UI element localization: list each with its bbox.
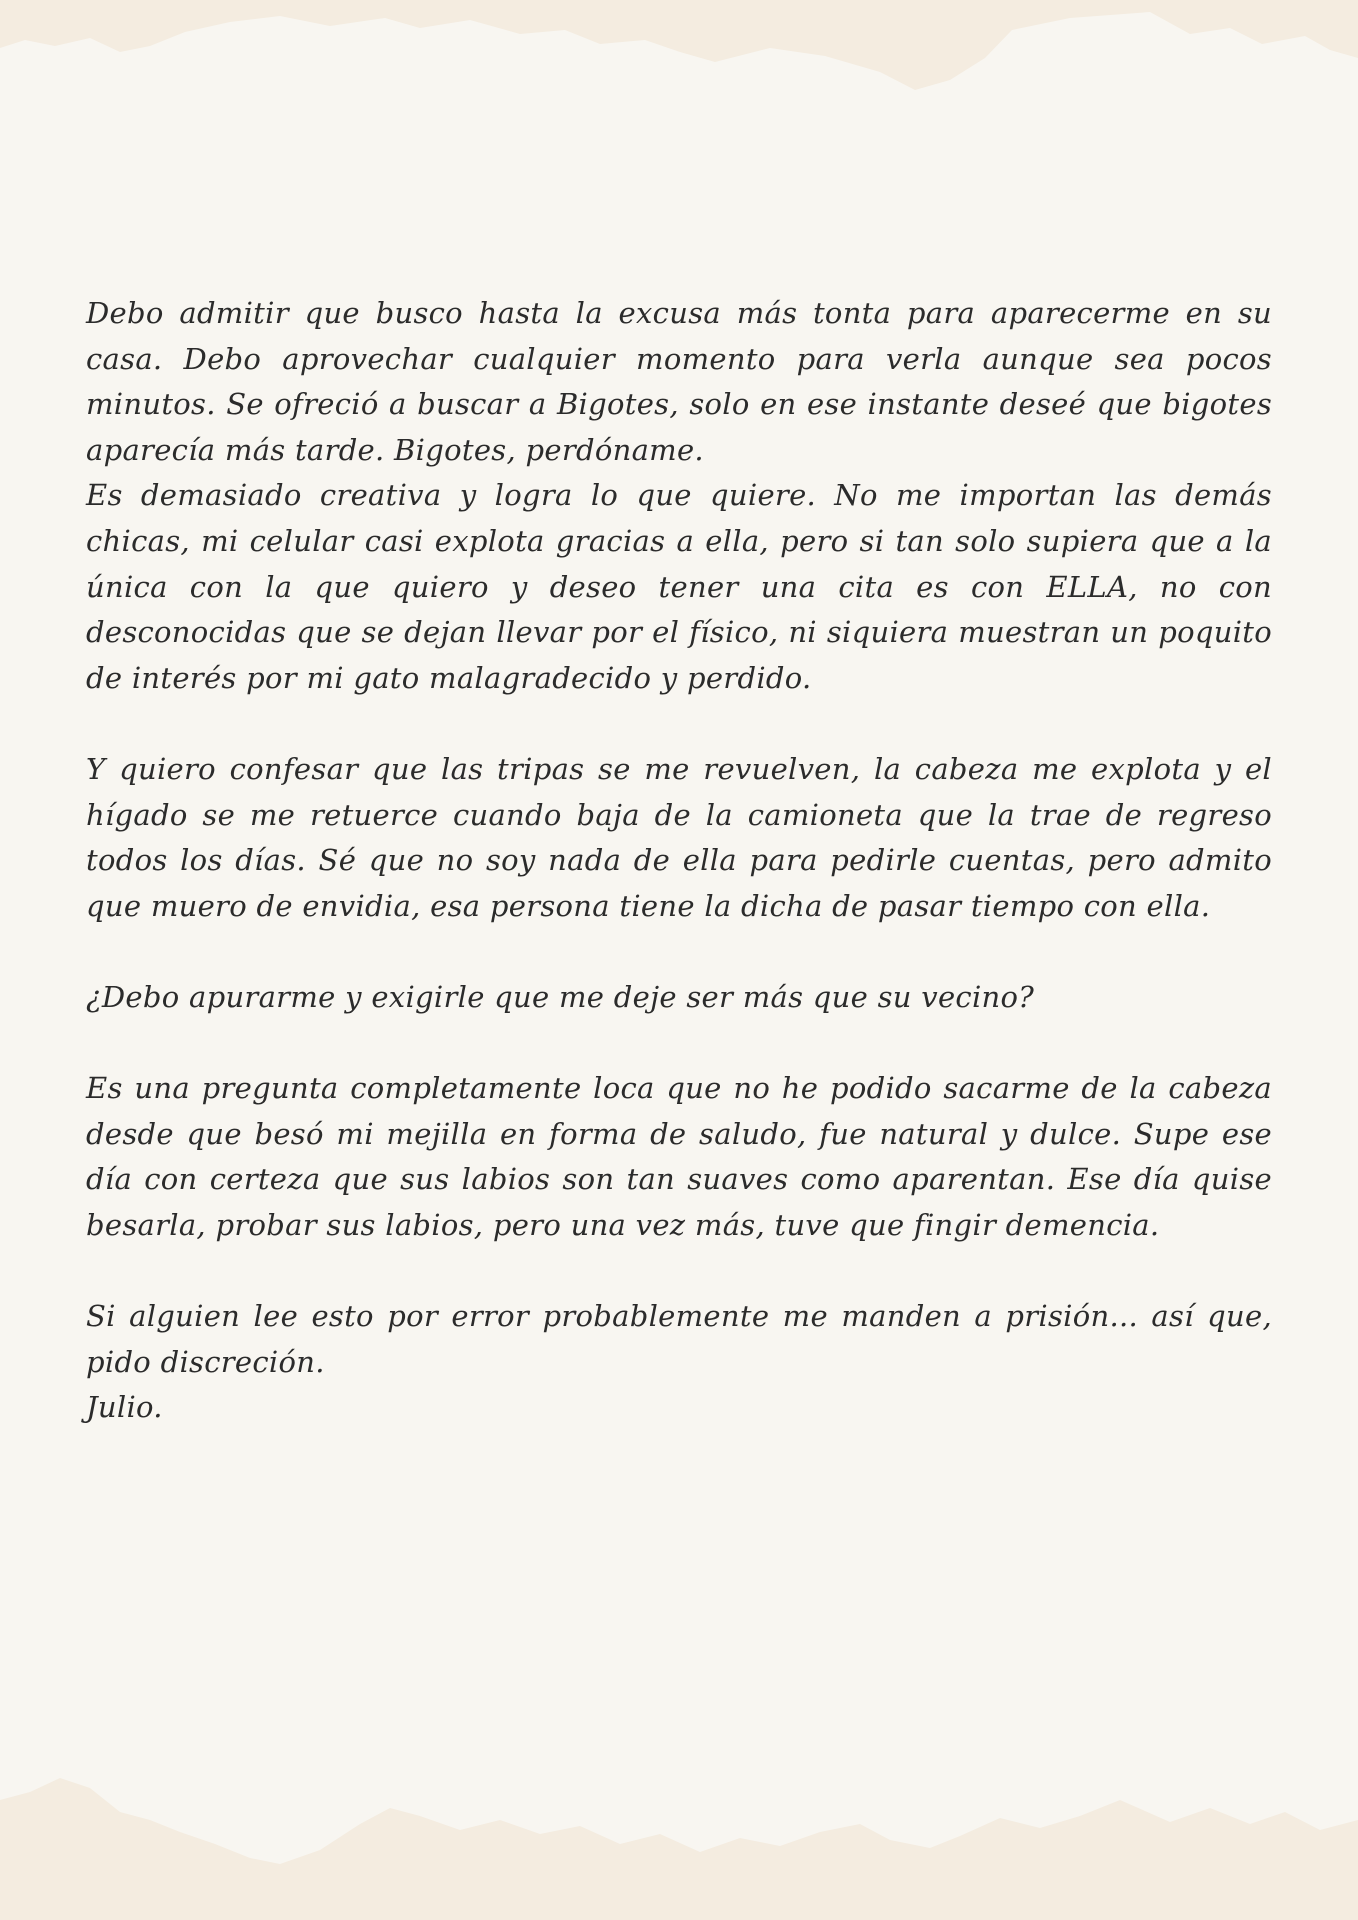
letter-paragraph-3: Y quiero confesar que las tripas se me revuelven, la cabeza me explota y el hígado se me retuerce cuando baja de la camioneta que la trae de regreso todos los días. Sé que no soy nada de ella para pedirle cuentas, pero admito que muero de envidia, esa persona tiene la dicha de pasar tiempo con ella. (86, 751, 1272, 923)
letter-paragraph-2: Es demasiado creativa y logra lo que quiere. No me importan las demás chicas, mi celular casi explota gracias a ella, pero si tan solo supiera que a la única con la que quiero y deseo tener una cita es con ELLA, no con desconocidas que se dejan llevar por el físico, ni siquiera muestran un poquito de interés por mi gato malagradecido y perdido. (86, 478, 1272, 695)
torn-edge-top-shape (0, 0, 1358, 90)
letter-paragraph-4: ¿Debo apurarme y exigirle que me deje ser más que su vecino? (86, 979, 1035, 1014)
letter-paragraph-1: Debo admitir que busco hasta la excusa más tonta para aparecerme en su casa. Debo aprovechar cualquier momento para verla aunque sea pocos minutos. Se ofreció a buscar a Bigotes, solo en ese instante deseé que bigotes aparecía más tarde. Bigotes, perdóname. (86, 296, 1272, 467)
letter-body (86, 291, 1272, 1431)
torn-paper-top-edge (0, 0, 1358, 110)
letter-signature: Julio. (86, 1390, 163, 1425)
torn-paper-bottom-edge (0, 1760, 1358, 1920)
letter-paragraph-5: Es una pregunta completamente loca que no he podido sacarme de la cabeza desde que besó mi mejilla en forma de saludo, fue natural y dulce. Supe ese día con certeza que sus labios son tan suaves como aparentan. Ese día quise besarla, probar sus labios, pero una vez más, tuve que fingir demencia. (86, 1071, 1272, 1242)
letter-paragraph-6: Si alguien lee esto por error probablemente me manden a prisión... así que, pido discreción. (86, 1299, 1272, 1379)
torn-edge-bottom-shape (0, 1778, 1358, 1920)
